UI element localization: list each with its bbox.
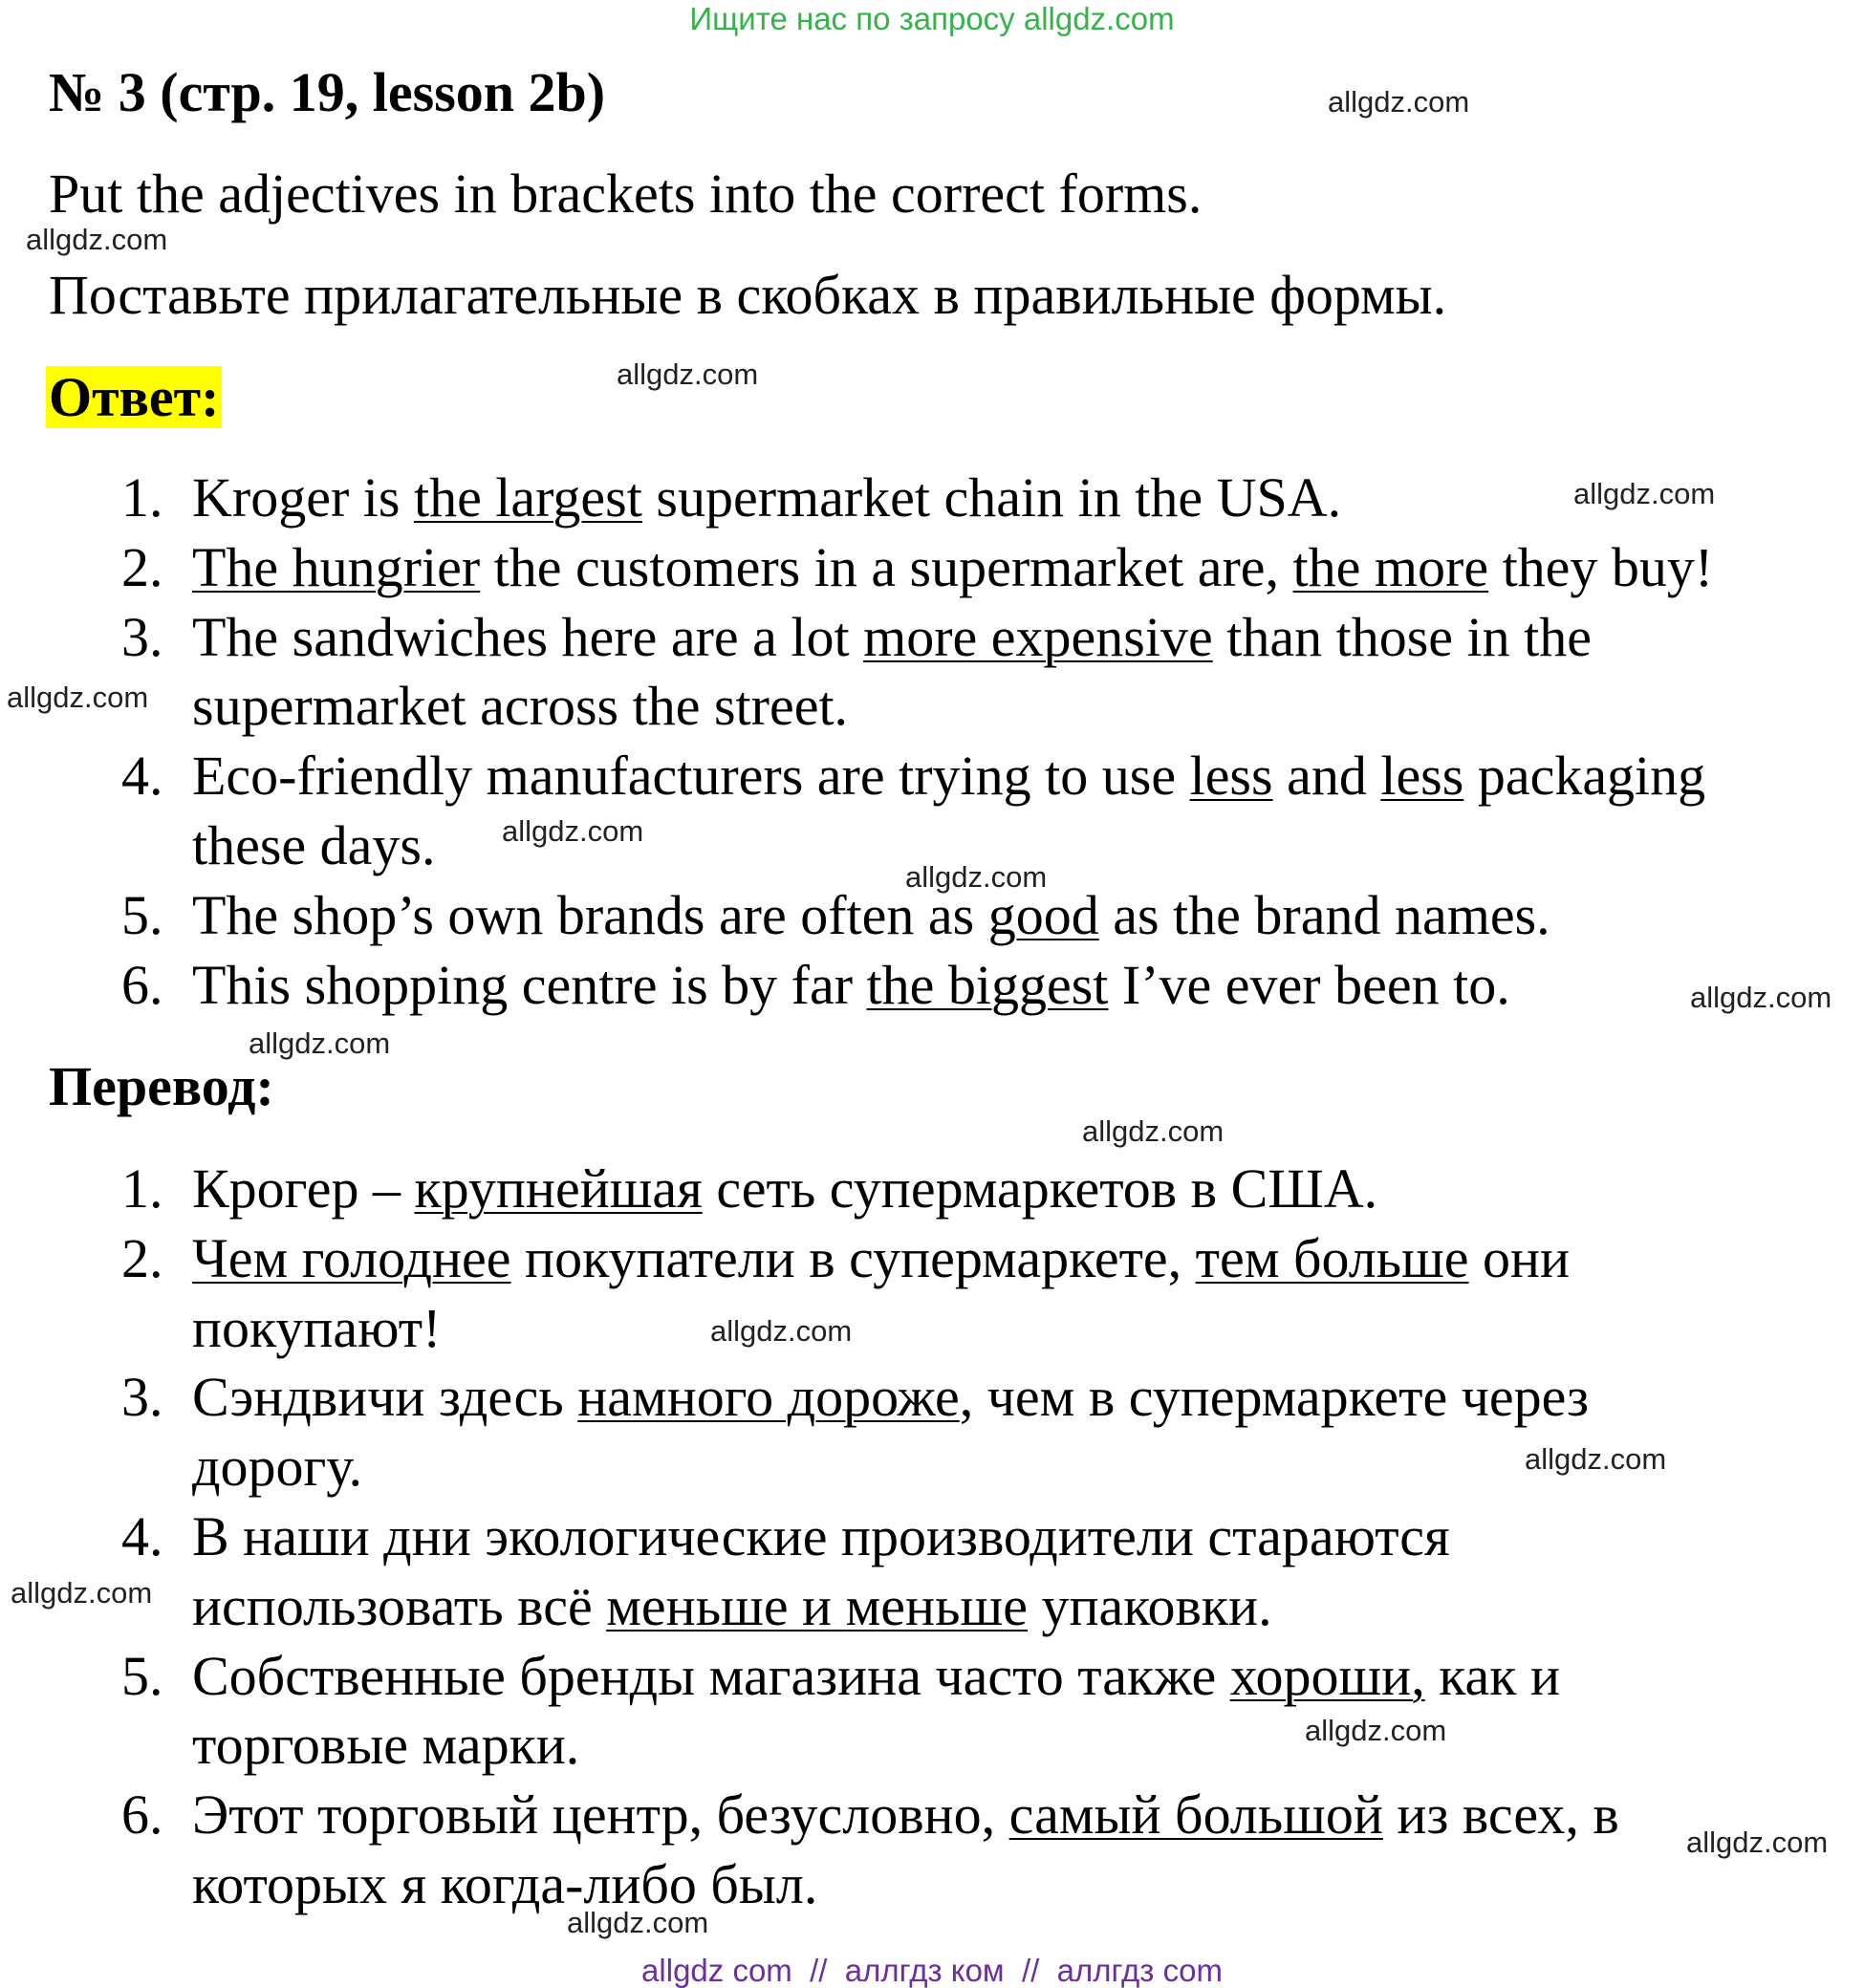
translation-text: покупатели в супермаркете, bbox=[510, 1226, 1196, 1289]
answer-heading-highlight: Ответ: bbox=[46, 366, 222, 428]
translation-heading: Перевод: bbox=[49, 1055, 274, 1117]
item-number: 6. bbox=[121, 953, 163, 1016]
item-line bbox=[192, 951, 1864, 1021]
item-number: 2. bbox=[121, 1226, 163, 1289]
item-text bbox=[192, 1781, 1864, 1920]
translation-item bbox=[0, 1224, 1864, 1364]
item-line bbox=[192, 742, 1864, 811]
answer-text: I’ve ever been to. bbox=[1108, 953, 1510, 1016]
watermark: allgdz.com bbox=[249, 1026, 391, 1060]
item-line bbox=[192, 1572, 1864, 1642]
watermark: allgdz.com bbox=[7, 681, 149, 714]
item-line bbox=[192, 1850, 1864, 1920]
underlined-translation: хороши, bbox=[1229, 1644, 1425, 1707]
search-hint: Ищите нас по запросу allgdz.com bbox=[689, 1, 1175, 36]
underlined-translation: намного дороже bbox=[577, 1366, 960, 1429]
item-number: 3. bbox=[121, 605, 163, 668]
answer-text: This shopping centre is by far bbox=[192, 953, 867, 1016]
translation-text: , чем в супермаркете через bbox=[959, 1366, 1590, 1429]
translation-text: они bbox=[1468, 1226, 1571, 1289]
translation-item bbox=[0, 1155, 1864, 1224]
item-line bbox=[192, 1781, 1864, 1850]
answer-text: the customers in a supermarket are, bbox=[480, 535, 1293, 598]
item-number: 1. bbox=[121, 1157, 163, 1220]
item-number: 2. bbox=[121, 535, 163, 598]
translation-text: дорогу. bbox=[192, 1436, 362, 1499]
watermark: allgdz.com bbox=[567, 1906, 709, 1939]
underlined-translation: меньше и меньше bbox=[606, 1574, 1028, 1637]
item-text bbox=[192, 1363, 1864, 1502]
watermark: allgdz.com bbox=[905, 860, 1048, 894]
watermark: allgdz.com bbox=[1573, 477, 1716, 510]
underlined-answer: more expensive bbox=[863, 605, 1213, 668]
watermark: allgdz.com bbox=[11, 1576, 153, 1610]
item-number: 6. bbox=[121, 1783, 163, 1847]
answer-text: The shop’s own brands are often as bbox=[192, 883, 988, 946]
underlined-answer: less bbox=[1189, 745, 1273, 808]
item-text bbox=[192, 533, 1864, 603]
item-number: 1. bbox=[121, 466, 163, 529]
item-line bbox=[192, 1642, 1864, 1712]
translation-text: В наши дни экологические производители стараются bbox=[192, 1504, 1450, 1567]
translation-text: упаковки. bbox=[1027, 1574, 1272, 1637]
watermark: allgdz.com bbox=[1525, 1442, 1667, 1476]
answer-list bbox=[0, 464, 1864, 1020]
translation-list bbox=[0, 1155, 1864, 1920]
answer-text: The sandwiches here are a lot bbox=[192, 605, 864, 668]
translation-text: использовать всё bbox=[192, 1574, 607, 1637]
underlined-translation: самый большой bbox=[1008, 1783, 1383, 1847]
item-text bbox=[192, 1642, 1864, 1782]
item-text bbox=[192, 1502, 1864, 1642]
answer-text: supermarket chain in the USA. bbox=[641, 466, 1342, 529]
answer-item bbox=[0, 603, 1864, 743]
watermark: allgdz.com bbox=[1305, 1714, 1447, 1747]
answer-text: as the brand names. bbox=[1098, 883, 1550, 946]
answer-text: than those in the bbox=[1212, 605, 1592, 668]
answer-text: they buy! bbox=[1488, 535, 1714, 598]
item-line bbox=[192, 603, 1864, 673]
underlined-answer: the largest bbox=[413, 466, 642, 529]
item-line bbox=[192, 1294, 1864, 1364]
underlined-answer: The hungrier bbox=[192, 535, 481, 598]
translation-text: Крогер – bbox=[192, 1157, 415, 1220]
item-text bbox=[192, 951, 1864, 1021]
translation-text: Собственные бренды магазина часто также bbox=[192, 1644, 1230, 1707]
watermark: allgdz.com bbox=[617, 357, 759, 391]
item-line bbox=[192, 1155, 1864, 1224]
translation-text: покупают! bbox=[192, 1296, 442, 1359]
item-number: 4. bbox=[121, 1504, 163, 1567]
answer-text: Eco-friendly manufacturers are trying to use bbox=[192, 745, 1190, 808]
watermark: allgdz.com bbox=[1686, 1826, 1829, 1859]
underlined-answer: the more bbox=[1292, 535, 1489, 598]
task-title: № 3 (стр. 19, lesson 2b) bbox=[49, 61, 606, 123]
item-line bbox=[192, 1502, 1864, 1572]
underlined-translation: тем больше bbox=[1195, 1226, 1469, 1289]
translation-text: торговые марки. bbox=[192, 1714, 580, 1777]
underlined-translation: крупнейшая bbox=[414, 1157, 703, 1220]
answer-text: and bbox=[1272, 745, 1381, 808]
watermark: allgdz.com bbox=[1690, 981, 1832, 1014]
answer-text: these days. bbox=[192, 813, 436, 876]
watermark: allgdz.com bbox=[26, 223, 168, 256]
translation-item bbox=[0, 1642, 1864, 1782]
watermark: allgdz.com bbox=[1328, 85, 1470, 119]
item-number: 4. bbox=[121, 745, 163, 808]
translation-item bbox=[0, 1781, 1864, 1920]
answer-heading bbox=[46, 363, 222, 433]
item-line bbox=[192, 1224, 1864, 1294]
item-text bbox=[192, 1224, 1864, 1364]
answer-text: Kroger is bbox=[192, 466, 414, 529]
watermark: allgdz.com bbox=[502, 814, 644, 848]
underlined-answer: good bbox=[987, 883, 1099, 946]
translation-text: из всех, в bbox=[1382, 1783, 1619, 1847]
translation-text: Сэндвичи здесь bbox=[192, 1366, 578, 1429]
instruction-russian: Поставьте прилагательные в скобках в правильные формы. bbox=[49, 264, 1447, 326]
item-text bbox=[192, 1155, 1864, 1224]
item-number: 3. bbox=[121, 1366, 163, 1429]
answer-text: supermarket across the street. bbox=[192, 675, 849, 738]
footer-mirror-links: allgdz com // аллгдз ком // аллгдз com bbox=[641, 1953, 1223, 1988]
item-line bbox=[192, 533, 1864, 603]
underlined-answer: less bbox=[1380, 745, 1464, 808]
item-text bbox=[192, 603, 1864, 743]
underlined-answer: the biggest bbox=[866, 953, 1109, 1016]
instruction-english: Put the adjectives in brackets into the correct forms. bbox=[49, 162, 1203, 225]
watermark: allgdz.com bbox=[1082, 1114, 1225, 1148]
watermark: allgdz.com bbox=[710, 1314, 853, 1348]
item-number: 5. bbox=[121, 883, 163, 946]
translation-text: которых я когда-либо был. bbox=[192, 1852, 818, 1915]
answer-text: packaging bbox=[1463, 745, 1706, 808]
translation-text: сеть супермаркетов в США. bbox=[702, 1157, 1378, 1220]
answer-item bbox=[0, 951, 1864, 1021]
translation-item bbox=[0, 1502, 1864, 1642]
answer-item bbox=[0, 533, 1864, 603]
item-line bbox=[192, 672, 1864, 742]
item-line bbox=[192, 1363, 1864, 1433]
translation-text: Этот торговый центр, безусловно, bbox=[192, 1783, 1009, 1847]
translation-item bbox=[0, 1363, 1864, 1502]
translation-text: как и bbox=[1424, 1644, 1560, 1707]
item-line bbox=[192, 1711, 1864, 1781]
underlined-translation: Чем голоднее bbox=[192, 1226, 511, 1289]
item-number: 5. bbox=[121, 1644, 163, 1707]
